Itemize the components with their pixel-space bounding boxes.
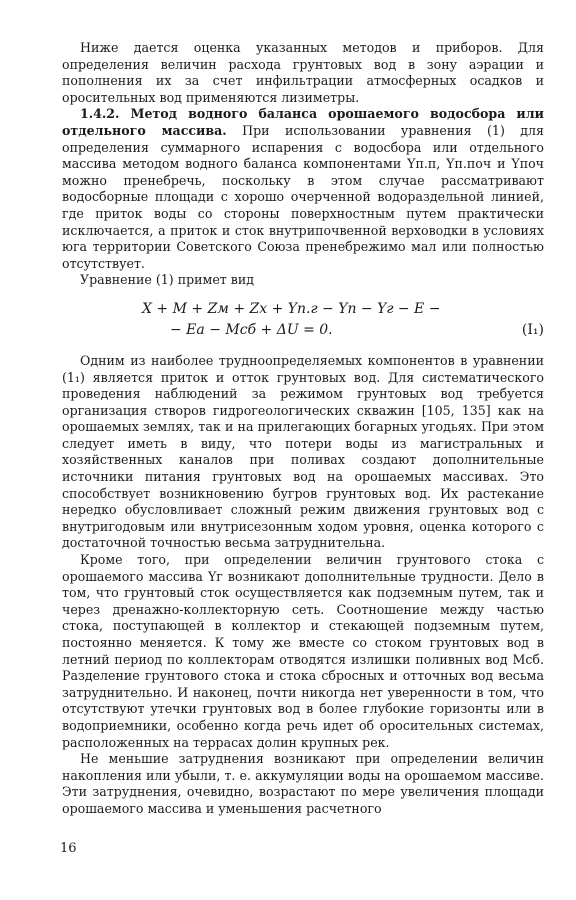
section-heading: 1.4.2. Метод водного баланса орошаемого водосбора или отдельного массива. xyxy=(62,106,544,138)
paragraph-runoff: Кроме того, при определении величин грунтового стока с орошаемого массива Yг возникают дополнительные трудности. Дело в том, что грунтовый сток осуществляется как подземным путем, так и через дренажно-коллекторную сеть. Соотношение между частью стока, поступающей в коллектор и стекающей подземным путем, постоянно меняется. К тому же вместе со стоком грунтовых вод в летний период по коллекторам отводятся излишки поливных вод Mсб. Разделение грунтового стока и стока сбросных и отточных вод весьма затруднительно. И наконец, почти никогда нет уверенности в том, что отсутствуют утечки грунтовых вод в более глубокие горизонты или в водоприемники, особенно когда речь идет об оросительных системах, расположенных на террасах долин крупных рек. xyxy=(62,552,544,750)
paragraph-equation-intro: Уравнение (1) примет вид xyxy=(80,272,255,288)
page-number: 16 xyxy=(60,841,77,856)
equation-line-1: X + M + Zм + Zх + Yп.г − Yп − Yг − E − xyxy=(142,300,441,317)
equation-number: (I₁) xyxy=(521,321,544,338)
equation-line-2: − Eа − Mсб + ΔU = 0. xyxy=(170,321,333,338)
paragraph-groundwater: Одним из наиболее трудноопределяемых компонентов в уравнении (1₁) является приток и отток грунтовых вод. Для систематического проведения наблюдений за режимом грунтовых вод требуется организация створов гидрогеологических скважин [105, 135] как на орошаемых землях, так и на прилегающих богарных угодьях. При этом следует иметь в виду, что потери воды из магистральных и хозяйственных каналов при поливах создают дополнительные источники питания грунтовых вод на орошаемых массивах. Это способствует возникновению бугров грунтовых вод. Их растекание нередко обусловливает сложный режим движения грунтовых вод с внутригодовым или внутрисезонным ходом уровня, оценка которого с достаточной точностью весьма затруднительна. xyxy=(62,352,544,551)
paragraph-accumulation: Не меньшие затруднения возникают при определении величин накопления или убыли, т. е. аккумуляции воды на орошаемом массиве. Эти затруднения, очевидно, возрастают по мере увеличения площади орошаемого массива и уменьшения расчетного xyxy=(62,751,544,816)
paragraph-intro: Ниже дается оценка указанных методов и приборов. Для определения величин расхода грунтовых вод в зону аэрации и пополнения их за счет инфильтрации атмосферных осадков и оросительных вод применяются лизиметры. xyxy=(62,40,544,105)
body-text xyxy=(62,40,544,818)
paragraph-method xyxy=(62,106,544,272)
paragraph-method-text: При использовании уравнения (1) для определения суммарного испарения с водосбора или отдельного массива методом водного баланса компонентами Yп.п, Yп.поч и Yпоч можно пренебречь, поскольку в этом случае рассматривают водосборные площади с хорошо очерченной водораздельной линией, где приток воды со стороны поверхностным путем практически исключается, а приток и сток внутрипочвенной верховодки в условиях юга территории Советского Союза пренебрежимо мал или полностью отсутствует. xyxy=(62,122,544,271)
equation-block xyxy=(62,301,544,343)
